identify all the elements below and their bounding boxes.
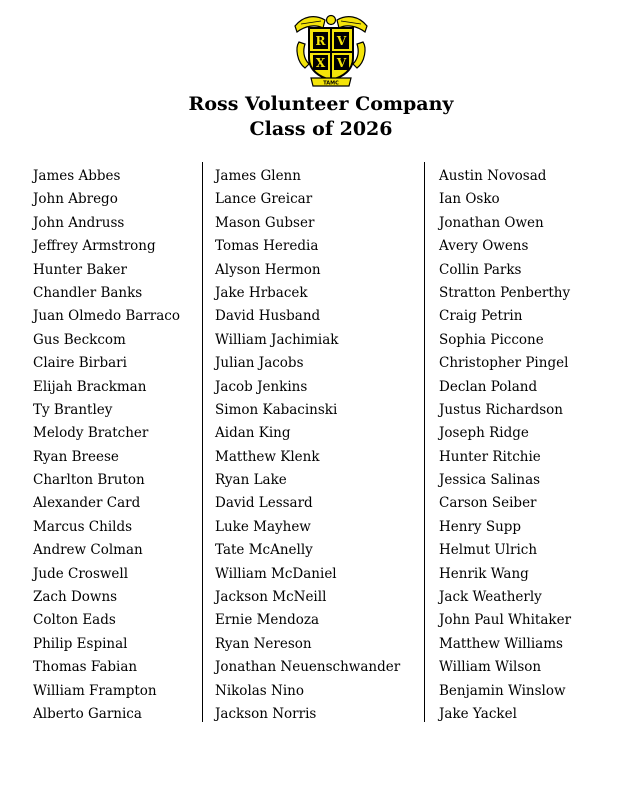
roster-name: Ryan Lake — [215, 472, 287, 489]
roster-name: Helmut Ulrich — [439, 542, 538, 559]
roster-name: Colton Eads — [33, 612, 116, 629]
roster-name: William Wilson — [439, 659, 542, 676]
eagle-head — [327, 16, 336, 25]
roster-name: Sophia Piccone — [439, 331, 544, 348]
roster-name: Austin Novosad — [439, 168, 547, 184]
roster-name: Alyson Hermon — [215, 261, 321, 278]
roster-name: Nikolas Nino — [215, 682, 304, 699]
column-divider — [424, 162, 425, 722]
crest-letter-x: X — [315, 56, 326, 70]
roster-name: Carson Seiber — [439, 495, 537, 512]
roster-name: Jessica Salinas — [439, 472, 541, 489]
roster-name: Henrik Wang — [439, 565, 529, 582]
roster-name: Christopher Pingel — [439, 355, 569, 372]
roster-name: Alexander Card — [33, 495, 141, 512]
roster-name: Alberto Garnica — [33, 705, 142, 722]
roster-name: Hunter Ritchie — [439, 448, 541, 465]
roster-name: Ernie Mendoza — [215, 612, 320, 629]
roster-name: Ty Brantley — [33, 401, 113, 418]
roster-name: Jacob Jenkins — [215, 378, 308, 395]
roster-name: Elijah Brackman — [33, 378, 147, 395]
roster-name: Justus Richardson — [439, 401, 564, 418]
page-subtitle: Class of 2026 — [249, 118, 393, 140]
roster-name: Jeffrey Armstrong — [33, 238, 156, 255]
roster-name: Matthew Klenk — [215, 448, 320, 465]
roster-name: Craig Petrin — [439, 308, 523, 325]
roster-name: Jake Hrbacek — [215, 284, 308, 301]
roster-name: Joseph Ridge — [439, 425, 529, 442]
roster-name: Benjamin Winslow — [439, 682, 566, 699]
crest-letter-v-top: V — [336, 34, 347, 48]
crest-letter-v-bottom: V — [336, 56, 347, 70]
roster-name: Claire Birbari — [33, 355, 127, 372]
roster-name: Matthew Williams — [439, 635, 563, 652]
roster-name: Julian Jacobs — [215, 355, 304, 372]
roster-name: Lance Greicar — [215, 191, 313, 208]
roster-column-3 — [439, 166, 571, 727]
roster-name: Ryan Breese — [33, 448, 119, 465]
roster-name: Jack Weatherly — [439, 589, 542, 606]
roster-name: Marcus Childs — [33, 518, 133, 535]
roster-name: Philip Espinal — [33, 635, 128, 652]
crest-letter-r: R — [315, 34, 326, 48]
roster-name: Chandler Banks — [33, 284, 143, 301]
roster-name: Aidan King — [215, 425, 291, 442]
roster-name: David Husband — [215, 308, 321, 325]
roster-name: William McDaniel — [215, 565, 337, 582]
roster-name: Jonathan Owen — [439, 214, 544, 231]
roster-name: Jake Yackel — [439, 705, 517, 722]
roster-name: John Abrego — [33, 191, 118, 208]
roster-name: Declan Poland — [439, 378, 538, 395]
roster-name: Thomas Fabian — [33, 659, 138, 676]
roster-name: Jonathan Neuenschwander — [215, 659, 401, 676]
roster-name: Mason Gubser — [215, 214, 315, 231]
rvc-crest-icon — [293, 12, 369, 88]
roster-column-1 — [33, 166, 180, 727]
roster-name: William Frampton — [33, 682, 157, 699]
roster-name: Tomas Heredia — [215, 238, 319, 255]
roster-column-2 — [215, 166, 400, 727]
roster-name: Ryan Nereson — [215, 635, 312, 652]
roster-name: Henry Supp — [439, 518, 522, 535]
crest-ribbon-text: TAMC — [323, 80, 339, 87]
roster-name: David Lessard — [215, 495, 313, 512]
roster-name: William Jachimiak — [215, 331, 339, 348]
page-title: Ross Volunteer Company — [188, 93, 454, 115]
roster-name: Ian Osko — [439, 191, 500, 208]
roster-name: Gus Beckcom — [33, 331, 126, 348]
roster-name: Zach Downs — [33, 589, 118, 606]
roster-name: Avery Owens — [439, 238, 529, 255]
roster-name: Jude Croswell — [33, 565, 129, 582]
roster-name: Jackson McNeill — [215, 589, 327, 606]
roster-name: Andrew Colman — [33, 542, 143, 559]
roster-name: Collin Parks — [439, 261, 522, 278]
roster-name: Tate McAnelly — [215, 542, 313, 559]
roster-name: Simon Kabacinski — [215, 401, 338, 418]
roster-name: Stratton Penberthy — [439, 284, 571, 301]
roster-name: James Abbes — [33, 168, 121, 184]
roster-name: James Glenn — [215, 168, 301, 184]
roster-name: John Paul Whitaker — [439, 612, 572, 629]
roster-name: Hunter Baker — [33, 261, 127, 278]
roster-name: John Andruss — [33, 214, 125, 231]
roster-name: Luke Mayhew — [215, 518, 311, 535]
column-divider — [202, 162, 203, 722]
roster-name: Jackson Norris — [215, 705, 317, 722]
roster-name: Juan Olmedo Barraco — [33, 308, 180, 325]
roster-name: Charlton Bruton — [33, 472, 145, 489]
roster-name: Melody Bratcher — [33, 425, 149, 442]
